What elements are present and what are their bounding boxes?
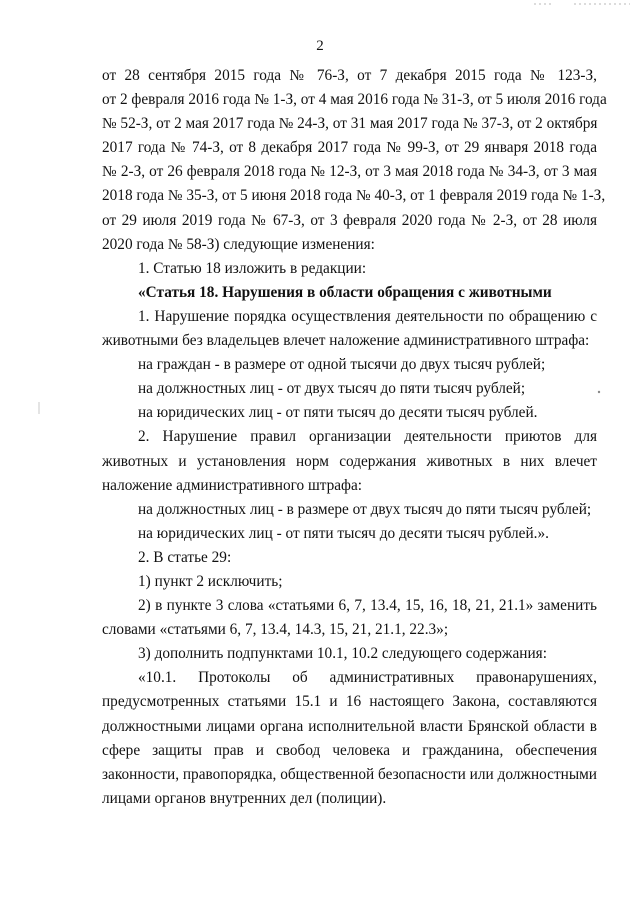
text-line: 2017 года № 74-З, от 8 декабря 2017 года № 99-З, от 29 января 2018 года: [102, 139, 597, 157]
item-2-subitem-2: [102, 594, 597, 642]
scan-artifact-mark: [596, 389, 602, 395]
amendments-list-paragraph: [102, 64, 607, 257]
text-line: № 52-З, от 2 мая 2017 года № 24-З, от 31 мая 2017 года № 37-З, от 2 октября: [102, 115, 598, 133]
page-number: 2: [316, 38, 324, 54]
text-line: лицами органов внутренних дел (полиции).: [102, 789, 387, 807]
text-line: № 2-З, от 26 февраля 2018 года № 12-З, от 3 мая 2018 года № 34-З, от 3 мая: [102, 163, 597, 181]
item-1: 1. Статью 18 изложить в редакции:: [138, 259, 367, 277]
scan-artifact-mark: [36, 402, 42, 416]
text-line: животных и установления норм содержания животных в них влечет: [102, 452, 597, 470]
text-line: «10.1. Протоколы об административных правонарушениях,: [138, 669, 597, 687]
text-line: от 2 февраля 2016 года № 1-З, от 4 мая 2016 года № 31-З, от 5 июля 2016 года: [102, 91, 607, 109]
text-line: 2018 года № 35-З, от 5 июня 2018 года № 40-З, от 1 февраля 2019 года № 1-З,: [102, 187, 606, 205]
scan-artifact-mark: [534, 0, 634, 8]
text-line: предусмотренных статьями 15.1 и 16 настоящего Закона, составляются: [102, 693, 597, 711]
text-line: животными без владельцев влечет наложение административного штрафа:: [102, 332, 590, 350]
item-2-subitem-1: 1) пункт 2 исключить;: [138, 572, 283, 590]
fine-item: на должностных лиц - в размере от двух тысяч до пяти тысяч рублей;: [138, 500, 592, 518]
text-line: 2020 года № 58-З) следующие изменения:: [102, 235, 375, 253]
fine-item: на должностных лиц - от двух тысяч до пяти тысяч рублей;: [138, 380, 526, 398]
text-line: 2) в пункте 3 слова «статьями 6, 7, 13.4, 15, 16, 18, 21, 21.1» заменить: [138, 597, 597, 615]
item-2: 2. В статье 29:: [138, 548, 232, 566]
article-18-part-2: [102, 425, 597, 545]
text-line: словами «статьями 6, 7, 13.4, 14.3, 15, 21, 21.1, 22.3»;: [102, 621, 449, 639]
fine-item: на юридических лиц - от пяти тысяч до десяти тысяч рублей.: [138, 404, 538, 422]
item-2-subitem-3: 3) дополнить подпунктами 10.1, 10.2 следующего содержания:: [138, 645, 547, 663]
fine-item: на граждан - в размере от одной тысячи до двух тысяч рублей;: [138, 356, 546, 374]
text-line: 1. Нарушение порядка осуществления деятельности по обращению с: [138, 307, 597, 325]
subitem-10-1: [102, 666, 597, 811]
text-line: законности, правопорядка, общественной безопасности или должностными: [102, 765, 597, 783]
article-18-part-1: [102, 305, 597, 425]
text-line: от 29 июля 2019 года № 67-З, от 3 февраля 2020 года № 2-З, от 28 июля: [102, 211, 597, 229]
text-line: от 28 сентября 2015 года № 76-З, от 7 декабря 2015 года № 123-З,: [102, 67, 597, 84]
text-line: 2. Нарушение правил организации деятельности приютов для: [138, 428, 597, 446]
fine-item: на юридических лиц - от пяти тысяч до десяти тысяч рублей.».: [138, 524, 549, 542]
article-18-title: «Статья 18. Нарушения в области обращения с животными: [138, 283, 552, 301]
text-line: сфере защиты прав и свобод человека и гражданина, обеспечения: [102, 741, 597, 759]
text-line: должностными лицами органа исполнительной власти Брянской области в: [102, 717, 597, 735]
text-line: наложение административного штрафа:: [102, 476, 363, 494]
document-body: [102, 64, 607, 811]
